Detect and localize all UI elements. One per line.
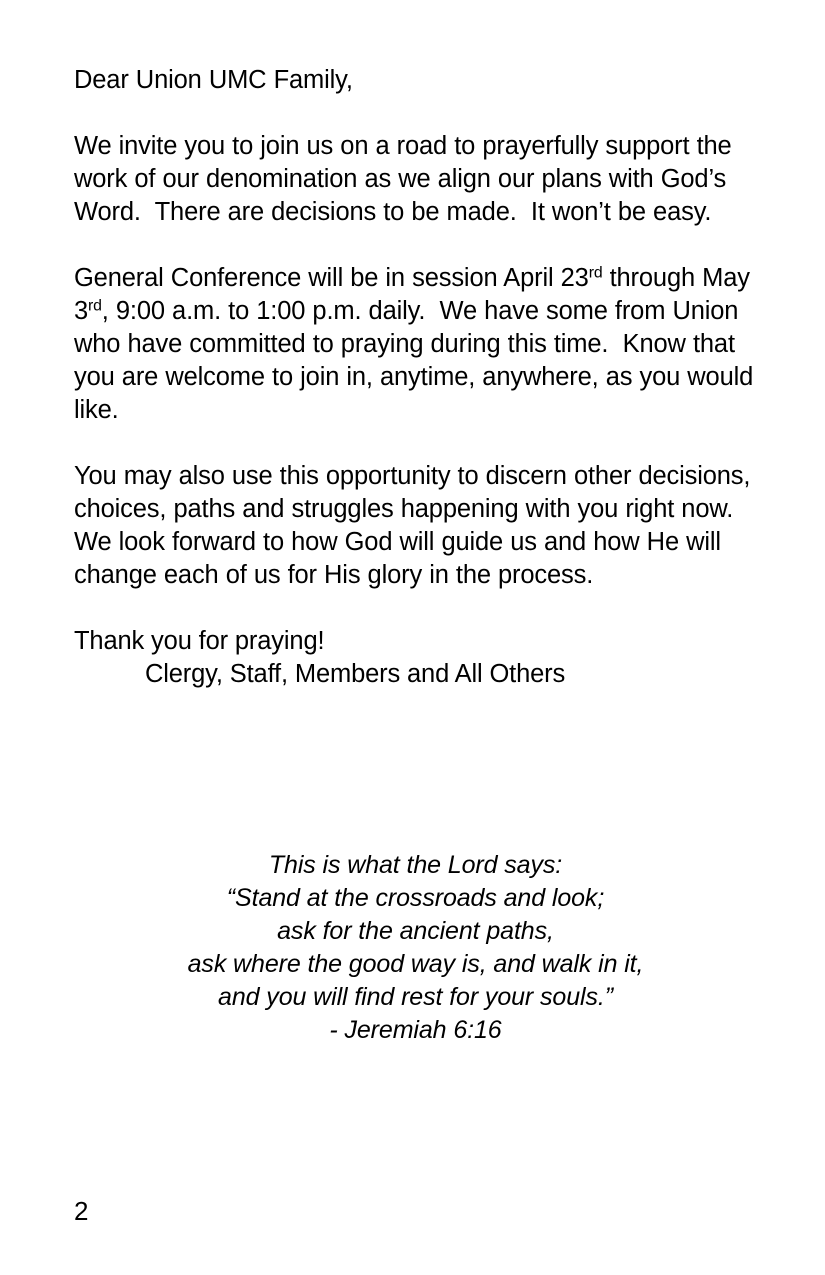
scripture-line: ask for the ancient paths, <box>277 917 554 945</box>
closing-block <box>74 625 764 691</box>
conference-text-segment-3: , 9:00 a.m. to 1:00 p.m. daily. We have some from Union who have committed to praying during this time. Know that you are welcome to join in, anytime, anywhere, as you would like. <box>74 297 761 424</box>
scripture-quote-lines <box>188 849 644 1047</box>
greeting-line: Dear Union UMC Family, <box>74 66 353 94</box>
scripture-line: “Stand at the crossroads and look; <box>226 884 605 912</box>
scripture-line: and you will find rest for your souls.” <box>218 983 613 1011</box>
scripture-line: This is what the Lord says: <box>268 851 563 879</box>
conference-text-segment-1: General Conference will be in session April 23 <box>74 264 589 292</box>
scripture-quote-block <box>0 849 825 1047</box>
conference-text-segment-2: through May 3 <box>74 264 758 325</box>
page-number: 2 <box>74 1196 89 1226</box>
ordinal-suffix-april: rd <box>588 264 603 282</box>
closing-thanks: Thank you for praying! <box>74 627 325 655</box>
scripture-attribution: - Jeremiah 6:16 <box>329 1016 502 1044</box>
paragraph-conference-schedule <box>74 262 764 427</box>
letter-body <box>74 64 764 691</box>
scripture-line: ask where the good way is, and walk in it, <box>187 950 644 978</box>
paragraph-invitation: We invite you to join us on a road to prayerfully support the work of our denomination as we align our plans with God’s Word. There are decisions to be made. It won’t be easy. <box>74 132 739 226</box>
ordinal-suffix-may: rd <box>88 297 102 315</box>
signature-signatories: Clergy, Staff, Members and All Others <box>145 660 566 688</box>
paragraph-discernment: You may also use this opportunity to discern other decisions, choices, paths and struggles happening with you right now. We look forward to how God will guide us and how He will change each of us for His glory in the process. <box>74 462 758 589</box>
